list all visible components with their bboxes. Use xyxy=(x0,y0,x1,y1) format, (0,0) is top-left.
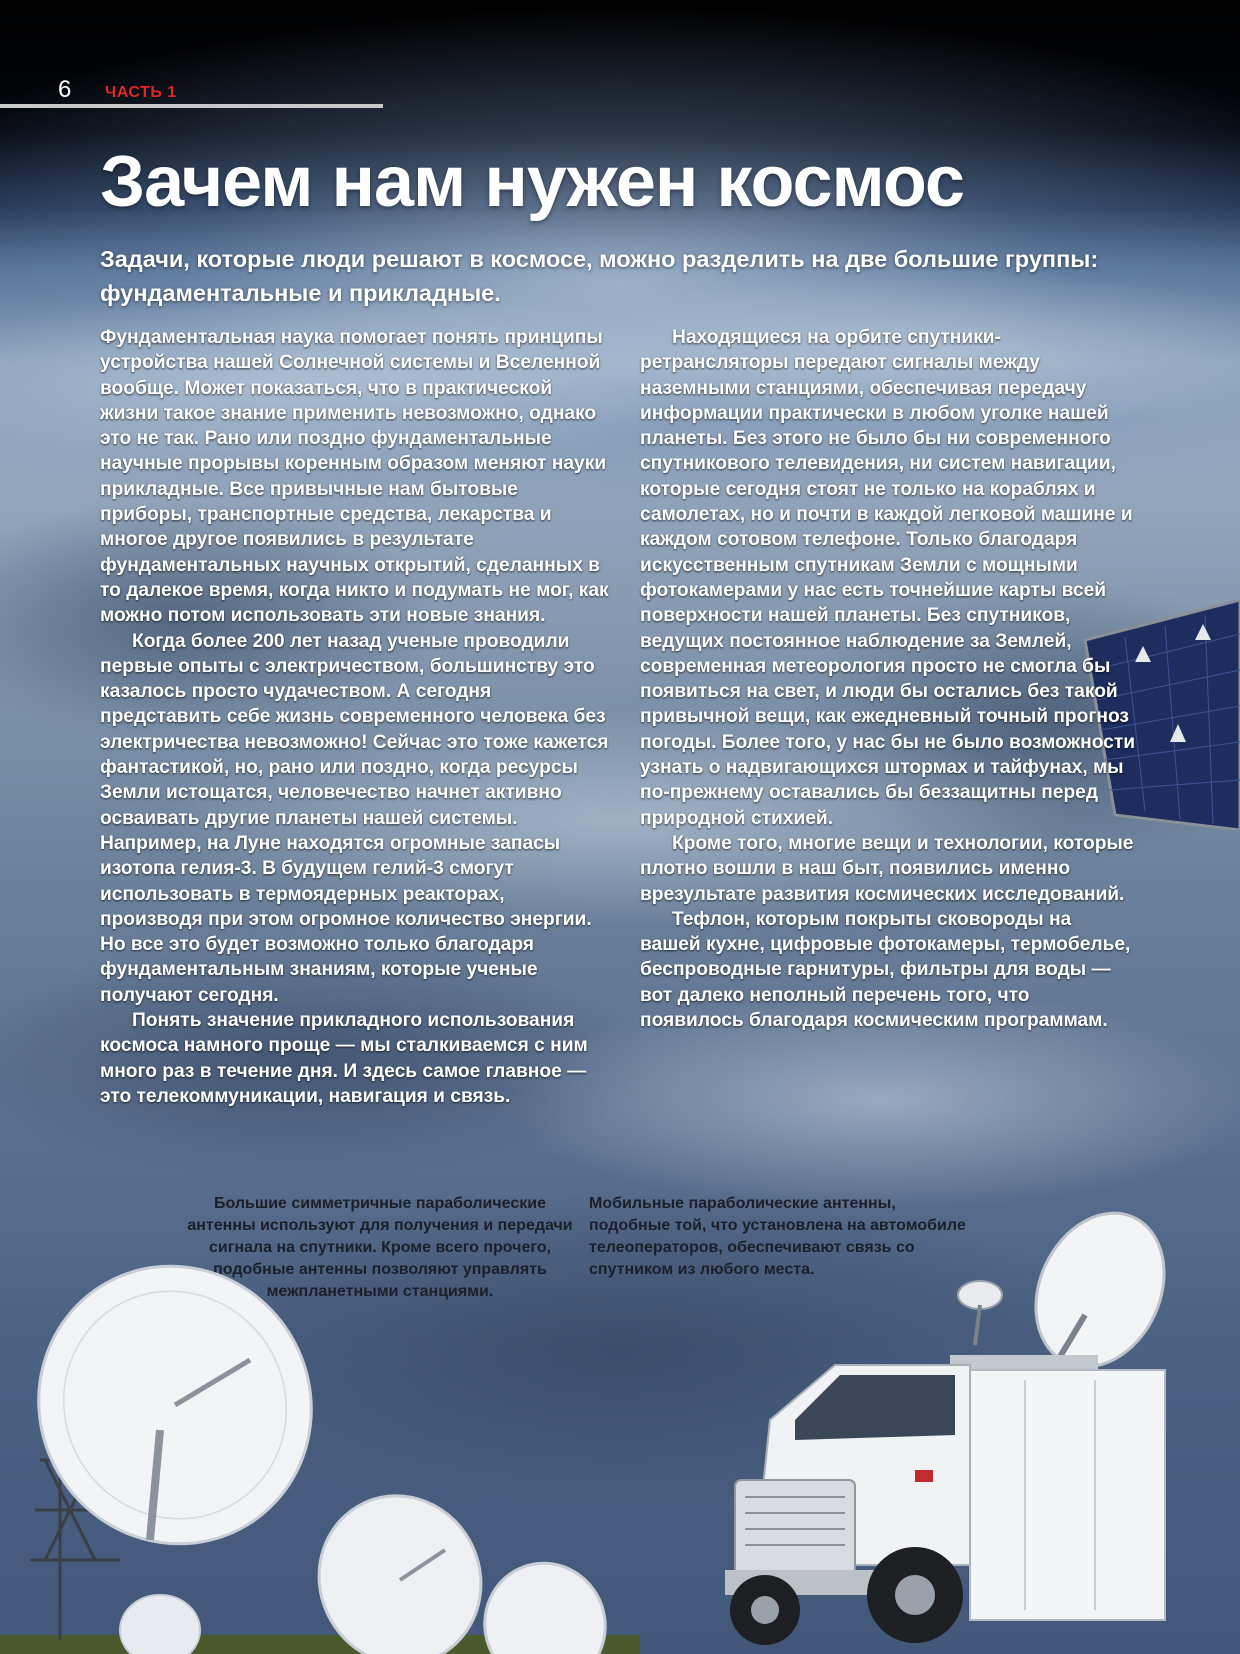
satellite-news-truck-image xyxy=(725,1205,1175,1654)
paragraph: Фундаментальная наука помогает понять принципы устройства нашей Солнечной системы и Вселенной вообще. Может показаться, что в практической жизни такое знание применить невозможно, однако это не так. Рано или поздно фундаментальные научные прорывы коренным образом меняют науки прикладные. Все привычные нам бытовые приборы, транспортные средства, лекарства и многое другое появились в результате фундаментальных научных открытий, сделанных в то далекое время, когда никто и подумать не мог, как можно потом использовать эти новые знания. xyxy=(100,327,609,627)
antennas-caption: Большие симметричные параболические антенны используют для получения и передачи сигнала на спутники. Кроме всего прочего, подобные антенны позволяют управлять межпланетными станциями. xyxy=(187,1195,573,1300)
left-column xyxy=(100,325,610,1109)
paragraph: Понять значение прикладного использования космоса намного проще — мы сталкиваемся с ним много раз в течение дня. И здесь самое главное — это телекоммуникации, навигация и связь. xyxy=(100,1010,588,1107)
paragraph: Тефлон, которым покрыты сковороды на вашей кухне, цифровые фотокамеры, термобелье, беспроводные гарнитуры, фильтры для воды — вот далеко неполный перечень того, что появилось благодаря космическим программам. xyxy=(640,908,1131,1032)
right-column xyxy=(640,325,1136,1033)
paragraph: Кроме того, многие вещи и технологии, которые плотно вошли в наш быт, появились именно врезультате развития космических исследований. xyxy=(640,832,1134,905)
paragraph: Находящиеся на орбите спутники-ретрансляторы передают сигналы между наземными станциями, обеспечивая передачу информации практически в любом уголке нашей планеты. Без этого не было бы ни современного спутникового телевидения, ни систем навигации, которые сегодня стоят не только на кораблях и самолетах, но и почти в каждой легковой машине и каждом сотовом телефоне. Только благодаря искусственным спутникам Земли с мощными фотокамерами у нас есть точнейшие карты всей поверхности нашей планеты. Без спутников, ведущих постоянное наблюдение за Землей, современная метеорология просто не смогла бы появиться на свет, и люди бы остались без такой привычной вещи, как ежедневный точный прогноз погоды. Более того, у нас бы не было возможности узнать о надвигающихся штормах и тайфунах, мы по-прежнему оставались бы беззащитны перед природной стихией. xyxy=(640,327,1136,829)
part-label: ЧАСТЬ 1 xyxy=(105,84,177,101)
article-title: Зачем нам нужен космос xyxy=(100,142,964,222)
truck-caption: Мобильные параболические антенны, подобные той, что установлена на автомобиле телеоператоров, обеспечивают связь со спутником из любого места. xyxy=(589,1195,966,1278)
paragraph: Когда более 200 лет назад ученые проводили первые опыты с электричеством, большинству это казалось просто чудачеством. А сегодня представить себе жизнь современного человека без электричества невозможно! Сейчас это тоже кажется фантастикой, но, рано или поздно, когда ресурсы Земли истощатся, человечество начнет активно осваивать другие планеты нашей системы. Например, на Луне находятся огромные запасы изотопа гелия-3. В будущем гелий-3 смогут использовать в термоядерных реакторах, производя при этом огромное количество энергии. Но все это будет возможно только благодаря фундаментальным знаниям, которые ученые получают сегодня. xyxy=(100,630,609,1006)
header-rule xyxy=(0,104,383,108)
article-lead: Задачи, которые люди решают в космосе, можно разделить на две большие группы: фундаментальные и прикладные. xyxy=(100,246,1099,306)
page-number: 6 xyxy=(58,76,72,103)
parabolic-antennas-image xyxy=(0,1250,640,1654)
